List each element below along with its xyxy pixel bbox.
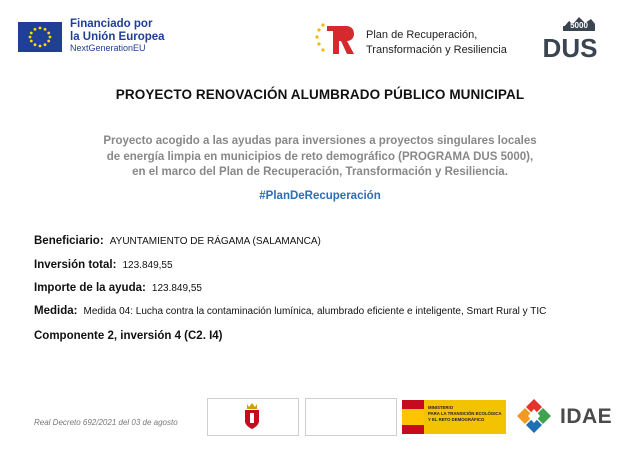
- eu-text-line2: la Unión Europea: [70, 30, 165, 43]
- dus-5000-logo: [533, 12, 607, 60]
- empty-logo-box: [305, 398, 397, 436]
- beneficiary-row: [34, 235, 321, 247]
- dus-text: DUS: [542, 33, 598, 60]
- prtr-text-line2: Transformación y Resiliencia: [366, 43, 507, 56]
- idae-logo-icon: [515, 397, 553, 435]
- component-label: Componente 2, inversión 4 (C2. I4): [34, 330, 223, 342]
- measure-value: Medida 04: Lucha contra la contaminación lumínica, alumbrado eficiente e inteligente, Smart Rural y TIC: [83, 306, 547, 317]
- description-line3: en el marco del Plan de Recuperación, Transformación y Resiliencia.: [132, 166, 508, 179]
- municipal-crest-icon: [243, 402, 261, 430]
- prtr-text-line1: Plan de Recuperación,: [366, 29, 478, 41]
- page-title: PROYECTO RENOVACIÓN ALUMBRADO PÚBLICO MUNICIPAL: [115, 87, 525, 102]
- decree-text: Real Decreto 692/2021 del 03 de agosto: [34, 418, 178, 427]
- aid-amount-label: Importe de la ayuda:: [34, 282, 146, 294]
- ministry-line3: Y EL RETO DEMOGRÁFICO: [428, 416, 485, 422]
- aid-amount-row: [34, 282, 202, 294]
- aid-amount-value: 123.849,55: [151, 283, 202, 294]
- ministry-line2: PARA LA TRANSICIÓN ECOLÓGICA: [428, 410, 502, 416]
- component-row: [34, 330, 223, 342]
- prtr-logo-text: [366, 28, 507, 58]
- project-description: [60, 134, 580, 181]
- prtr-logo-icon: [315, 20, 355, 58]
- eu-text-line1: Financiado por: [70, 18, 153, 30]
- dus-number: 5000: [570, 21, 588, 30]
- ministry-line1: MINISTERIO: [428, 405, 454, 410]
- eu-text-line3: NextGenerationEU: [70, 43, 146, 54]
- description-line1: Proyecto acogido a las ayudas para inversiones a proyectos singulares locales: [103, 135, 537, 147]
- investment-label: Inversión total:: [34, 259, 117, 271]
- eu-stars-icon: [18, 22, 62, 52]
- idae-logo-text: IDAE: [560, 405, 613, 428]
- eu-flag-logo: [18, 22, 62, 52]
- investment-value: 123.849,55: [122, 260, 173, 271]
- hashtag-link: #PlanDeRecuperación: [259, 190, 381, 202]
- spain-government-emblem: [402, 400, 424, 434]
- measure-row: [34, 305, 546, 317]
- measure-label: Medida:: [34, 305, 78, 317]
- investment-row: [34, 259, 173, 271]
- eu-funding-label: [70, 18, 165, 54]
- ministry-text: [428, 405, 502, 422]
- beneficiary-label: Beneficiario:: [34, 235, 104, 247]
- description-line2: de energía limpia en municipios de reto demográfico (PROGRAMA DUS 5000),: [106, 150, 534, 163]
- beneficiary-value: AYUNTAMIENTO DE RÁGAMA (SALAMANCA): [109, 236, 321, 247]
